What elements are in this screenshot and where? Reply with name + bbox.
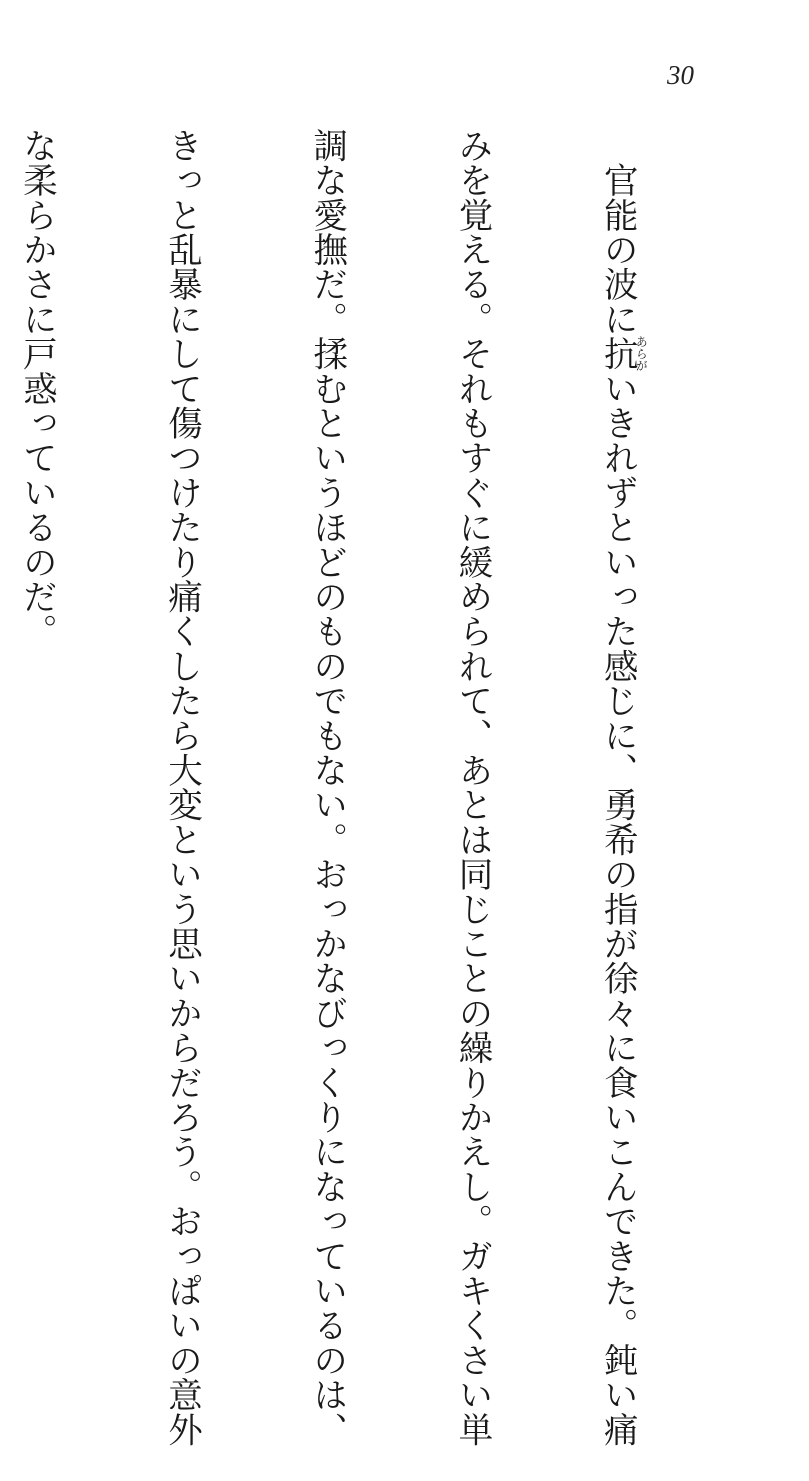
text-line: 調な愛撫だ。揉むというほどのものでもない。おっかなびっくりになっているのは、	[306, 128, 347, 1447]
text-line: 官能の波に抗あらがいきれずといった感じに、勇希の指が徐々に食いこんできた。鈍い痛	[597, 128, 649, 1447]
vertical-text-body	[0, 128, 744, 1447]
ruby-annotation: 抗あらが	[597, 335, 649, 372]
text-line: な柔らかさに戸惑っているのだ。	[16, 128, 57, 649]
text-line: きっと乱暴にして傷つけたり痛くしたら大変という思いからだろう。おっぱいの意外	[161, 128, 202, 1447]
text-line: みを覚える。それもすぐに緩められて、あとは同じことの繰りかえし。ガキくさい単	[451, 128, 492, 1447]
page-number: 30	[667, 60, 694, 90]
